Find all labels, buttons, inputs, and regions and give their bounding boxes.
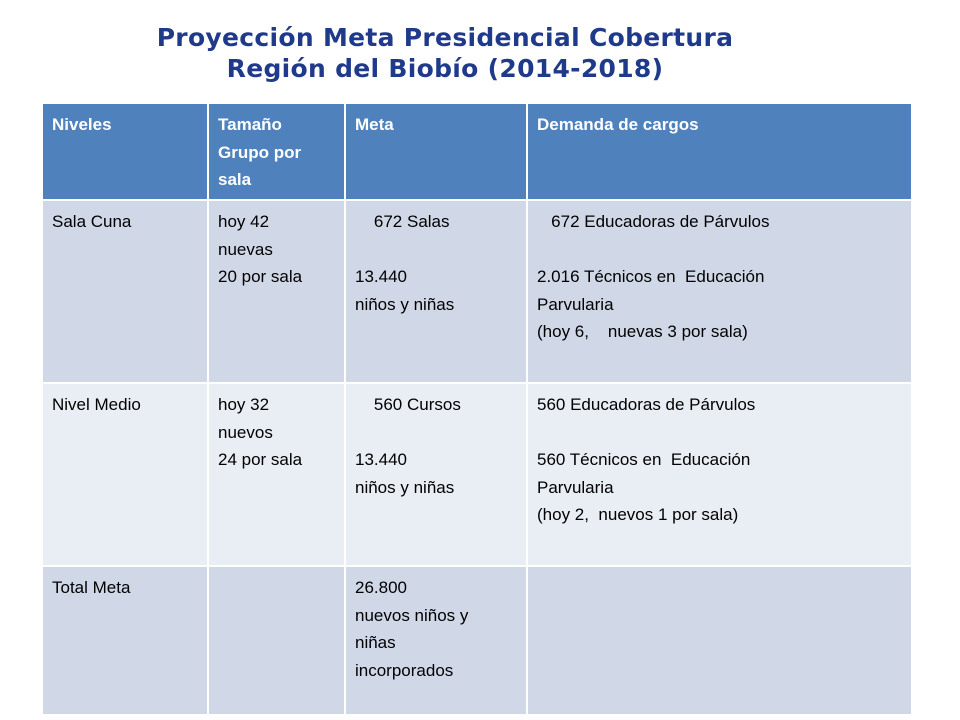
demanda-line: 2.016 Técnicos en Educación — [537, 267, 765, 286]
demanda-line: Parvularia — [537, 477, 614, 497]
cell-nivel — [42, 566, 208, 715]
meta-line: 560 Cursos — [355, 395, 461, 414]
table-header-row — [42, 103, 912, 200]
header-niveles-label: Niveles — [52, 115, 112, 134]
meta-line: 26.800 — [355, 578, 407, 597]
tamano-line: 24 por sala — [218, 450, 303, 469]
header-tamano — [208, 103, 345, 200]
nivel-label: Sala Cuna — [52, 212, 132, 231]
table-row-total-meta — [42, 566, 912, 715]
cell-meta — [345, 383, 527, 566]
header-tamano-line: Grupo por — [218, 142, 302, 162]
cell-nivel — [42, 200, 208, 383]
cell-meta — [345, 200, 527, 383]
tamano-line: 20 por sala — [218, 267, 303, 286]
nivel-label: Total Meta — [52, 578, 131, 597]
header-demanda-label: Demanda de cargos — [537, 115, 699, 134]
meta-line: niños y niñas — [355, 477, 455, 497]
demanda-line: Parvularia — [537, 294, 614, 314]
meta-line: 13.440 — [355, 267, 407, 286]
line-gap — [537, 419, 902, 447]
meta-line: niños y niñas — [355, 294, 455, 314]
tamano-line: nuevas — [218, 239, 273, 259]
header-demanda — [527, 103, 912, 200]
cell-tamano-empty — [208, 566, 345, 715]
meta-line: 672 Salas — [355, 212, 450, 231]
demanda-line: 672 Educadoras de Párvulos — [537, 212, 770, 231]
tamano-line: nuevos — [218, 422, 273, 442]
header-niveles — [42, 103, 208, 200]
tamano-line: hoy 32 — [218, 395, 270, 414]
cell-demanda — [527, 200, 912, 383]
cell-nivel — [42, 383, 208, 566]
demanda-line: 560 Educadoras de Párvulos — [537, 395, 756, 414]
title-line-2: Región del Biobío (2014-2018) — [226, 54, 664, 83]
table-row-sala-cuna — [42, 200, 912, 383]
header-meta-label: Meta — [355, 115, 394, 134]
demanda-line: (hoy 6, nuevas 3 por sala) — [537, 322, 748, 341]
line-gap — [355, 419, 517, 447]
table-row-nivel-medio — [42, 383, 912, 566]
cell-tamano — [208, 383, 345, 566]
header-tamano-line: sala — [218, 170, 252, 189]
header-tamano-line: Tamaño — [218, 115, 282, 134]
cell-demanda-empty — [527, 566, 912, 715]
demanda-line: (hoy 2, nuevos 1 por sala) — [537, 505, 739, 524]
page-title — [0, 22, 890, 84]
cell-tamano — [208, 200, 345, 383]
tamano-line: hoy 42 — [218, 212, 270, 231]
meta-line: nuevos niños y — [355, 605, 469, 625]
line-gap — [537, 236, 902, 264]
cell-demanda — [527, 383, 912, 566]
meta-line: 13.440 — [355, 450, 407, 469]
line-gap — [355, 236, 517, 264]
header-meta — [345, 103, 527, 200]
title-line-1: Proyección Meta Presidencial Cobertura — [156, 23, 734, 52]
meta-line: niñas — [355, 633, 396, 652]
projection-table — [41, 102, 913, 716]
meta-line: incorporados — [355, 660, 454, 680]
cell-meta — [345, 566, 527, 715]
nivel-label: Nivel Medio — [52, 395, 141, 414]
demanda-line: 560 Técnicos en Educación — [537, 450, 751, 469]
